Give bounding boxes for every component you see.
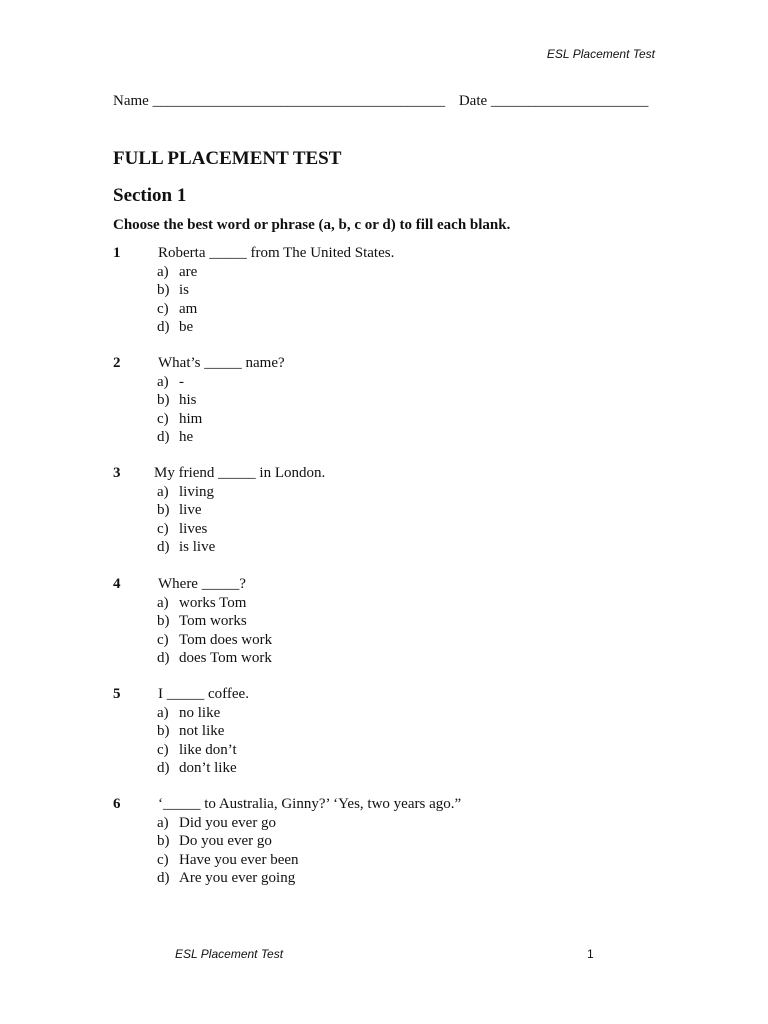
option-letter: b) xyxy=(157,833,170,850)
answer-option[interactable] xyxy=(157,263,197,281)
answer-option[interactable] xyxy=(157,649,272,667)
option-text: am xyxy=(179,300,198,317)
option-letter: d) xyxy=(157,429,170,446)
question-text: My friend _____ in London. xyxy=(154,465,326,481)
option-text: don’t like xyxy=(179,760,237,777)
page-title: FULL PLACEMENT TEST xyxy=(113,148,342,169)
option-letter: c) xyxy=(157,851,169,868)
option-text: living xyxy=(179,484,215,500)
option-text: is live xyxy=(179,539,216,556)
option-letter: a) xyxy=(157,595,169,611)
answer-option[interactable] xyxy=(157,410,202,428)
answer-option[interactable] xyxy=(157,612,272,630)
option-letter: c) xyxy=(157,520,169,537)
question-number: 4 xyxy=(113,576,121,592)
option-letter: b) xyxy=(157,502,170,519)
option-letter: a) xyxy=(157,705,169,721)
answer-option[interactable] xyxy=(157,851,299,869)
answer-option[interactable] xyxy=(157,759,237,777)
option-letter: d) xyxy=(157,760,170,777)
name-date-line xyxy=(113,93,648,110)
answer-options xyxy=(157,483,215,557)
answer-option[interactable] xyxy=(157,869,299,887)
question-text: I _____ coffee. xyxy=(158,686,249,702)
answer-option[interactable] xyxy=(157,391,202,409)
name-field[interactable]: _______________________________________ xyxy=(152,93,446,109)
answer-option[interactable] xyxy=(157,300,197,318)
answer-option[interactable] xyxy=(157,318,197,336)
option-letter: a) xyxy=(157,484,169,500)
option-text: - xyxy=(179,374,184,390)
option-letter: b) xyxy=(157,723,170,740)
date-label: Date xyxy=(458,93,488,109)
answer-options xyxy=(157,814,299,888)
option-letter: a) xyxy=(157,374,169,390)
question-number: 1 xyxy=(113,245,121,261)
option-text: works Tom xyxy=(179,595,247,611)
page-number: 1 xyxy=(587,947,594,961)
answer-options xyxy=(157,263,197,337)
option-text: lives xyxy=(179,520,208,537)
question-number: 6 xyxy=(113,796,121,812)
answer-option[interactable] xyxy=(157,483,215,501)
option-letter: a) xyxy=(157,815,169,831)
question-text: Where _____? xyxy=(158,576,246,592)
answer-option[interactable] xyxy=(157,814,299,832)
question-text: Roberta _____ from The United States. xyxy=(158,245,395,261)
option-letter: d) xyxy=(157,650,170,667)
option-text: is xyxy=(179,282,190,299)
option-text: him xyxy=(179,410,203,427)
running-footer: ESL Placement Test xyxy=(175,947,284,961)
question-number: 3 xyxy=(113,465,121,481)
option-letter: c) xyxy=(157,300,169,317)
instruction-text: Choose the best word or phrase (a, b, c or d) to fill each blank. xyxy=(113,217,511,233)
option-text: he xyxy=(179,429,194,446)
option-letter: b) xyxy=(157,282,170,299)
running-header: ESL Placement Test xyxy=(546,47,655,61)
option-text: live xyxy=(179,502,202,519)
answer-option[interactable] xyxy=(157,631,272,649)
option-text: Did you ever go xyxy=(179,815,277,831)
question-number: 5 xyxy=(113,686,121,702)
answer-option[interactable] xyxy=(157,832,299,850)
answer-option[interactable] xyxy=(157,373,202,391)
answer-options xyxy=(157,373,202,447)
answer-option[interactable] xyxy=(157,428,202,446)
option-text: Do you ever go xyxy=(179,833,272,850)
answer-option[interactable] xyxy=(157,722,237,740)
option-letter: c) xyxy=(157,631,169,648)
option-text: not like xyxy=(179,723,225,740)
option-text: like don’t xyxy=(179,741,237,758)
option-text: be xyxy=(179,319,194,336)
option-text: Tom works xyxy=(179,613,247,630)
option-letter: b) xyxy=(157,613,170,630)
answer-options xyxy=(157,594,272,668)
answer-option[interactable] xyxy=(157,281,197,299)
option-letter: d) xyxy=(157,870,170,887)
option-text: Tom does work xyxy=(179,631,273,648)
option-text: Are you ever going xyxy=(179,870,296,887)
date-field[interactable]: _____________________ xyxy=(490,93,649,109)
answer-option[interactable] xyxy=(157,741,237,759)
option-letter: c) xyxy=(157,410,169,427)
option-letter: b) xyxy=(157,392,170,409)
question-number: 2 xyxy=(113,355,121,371)
section-heading: Section 1 xyxy=(113,185,187,206)
option-text: does Tom work xyxy=(179,650,272,667)
option-text: Have you ever been xyxy=(179,851,299,868)
answer-option[interactable] xyxy=(157,538,215,556)
answer-option[interactable] xyxy=(157,501,215,519)
option-text: are xyxy=(179,264,198,280)
option-letter: d) xyxy=(157,539,170,556)
question-text: What’s _____ name? xyxy=(158,355,285,371)
answer-option[interactable] xyxy=(157,594,272,612)
option-letter: a) xyxy=(157,264,169,280)
question-text: ‘_____ to Australia, Ginny?’ ‘Yes, two years ago.” xyxy=(158,796,462,812)
name-label: Name xyxy=(113,93,149,109)
option-letter: d) xyxy=(157,319,170,336)
answer-option[interactable] xyxy=(157,520,215,538)
answer-option[interactable] xyxy=(157,704,237,722)
option-text: his xyxy=(179,392,197,409)
option-text: no like xyxy=(179,705,221,721)
answer-options xyxy=(157,704,237,778)
option-letter: c) xyxy=(157,741,169,758)
